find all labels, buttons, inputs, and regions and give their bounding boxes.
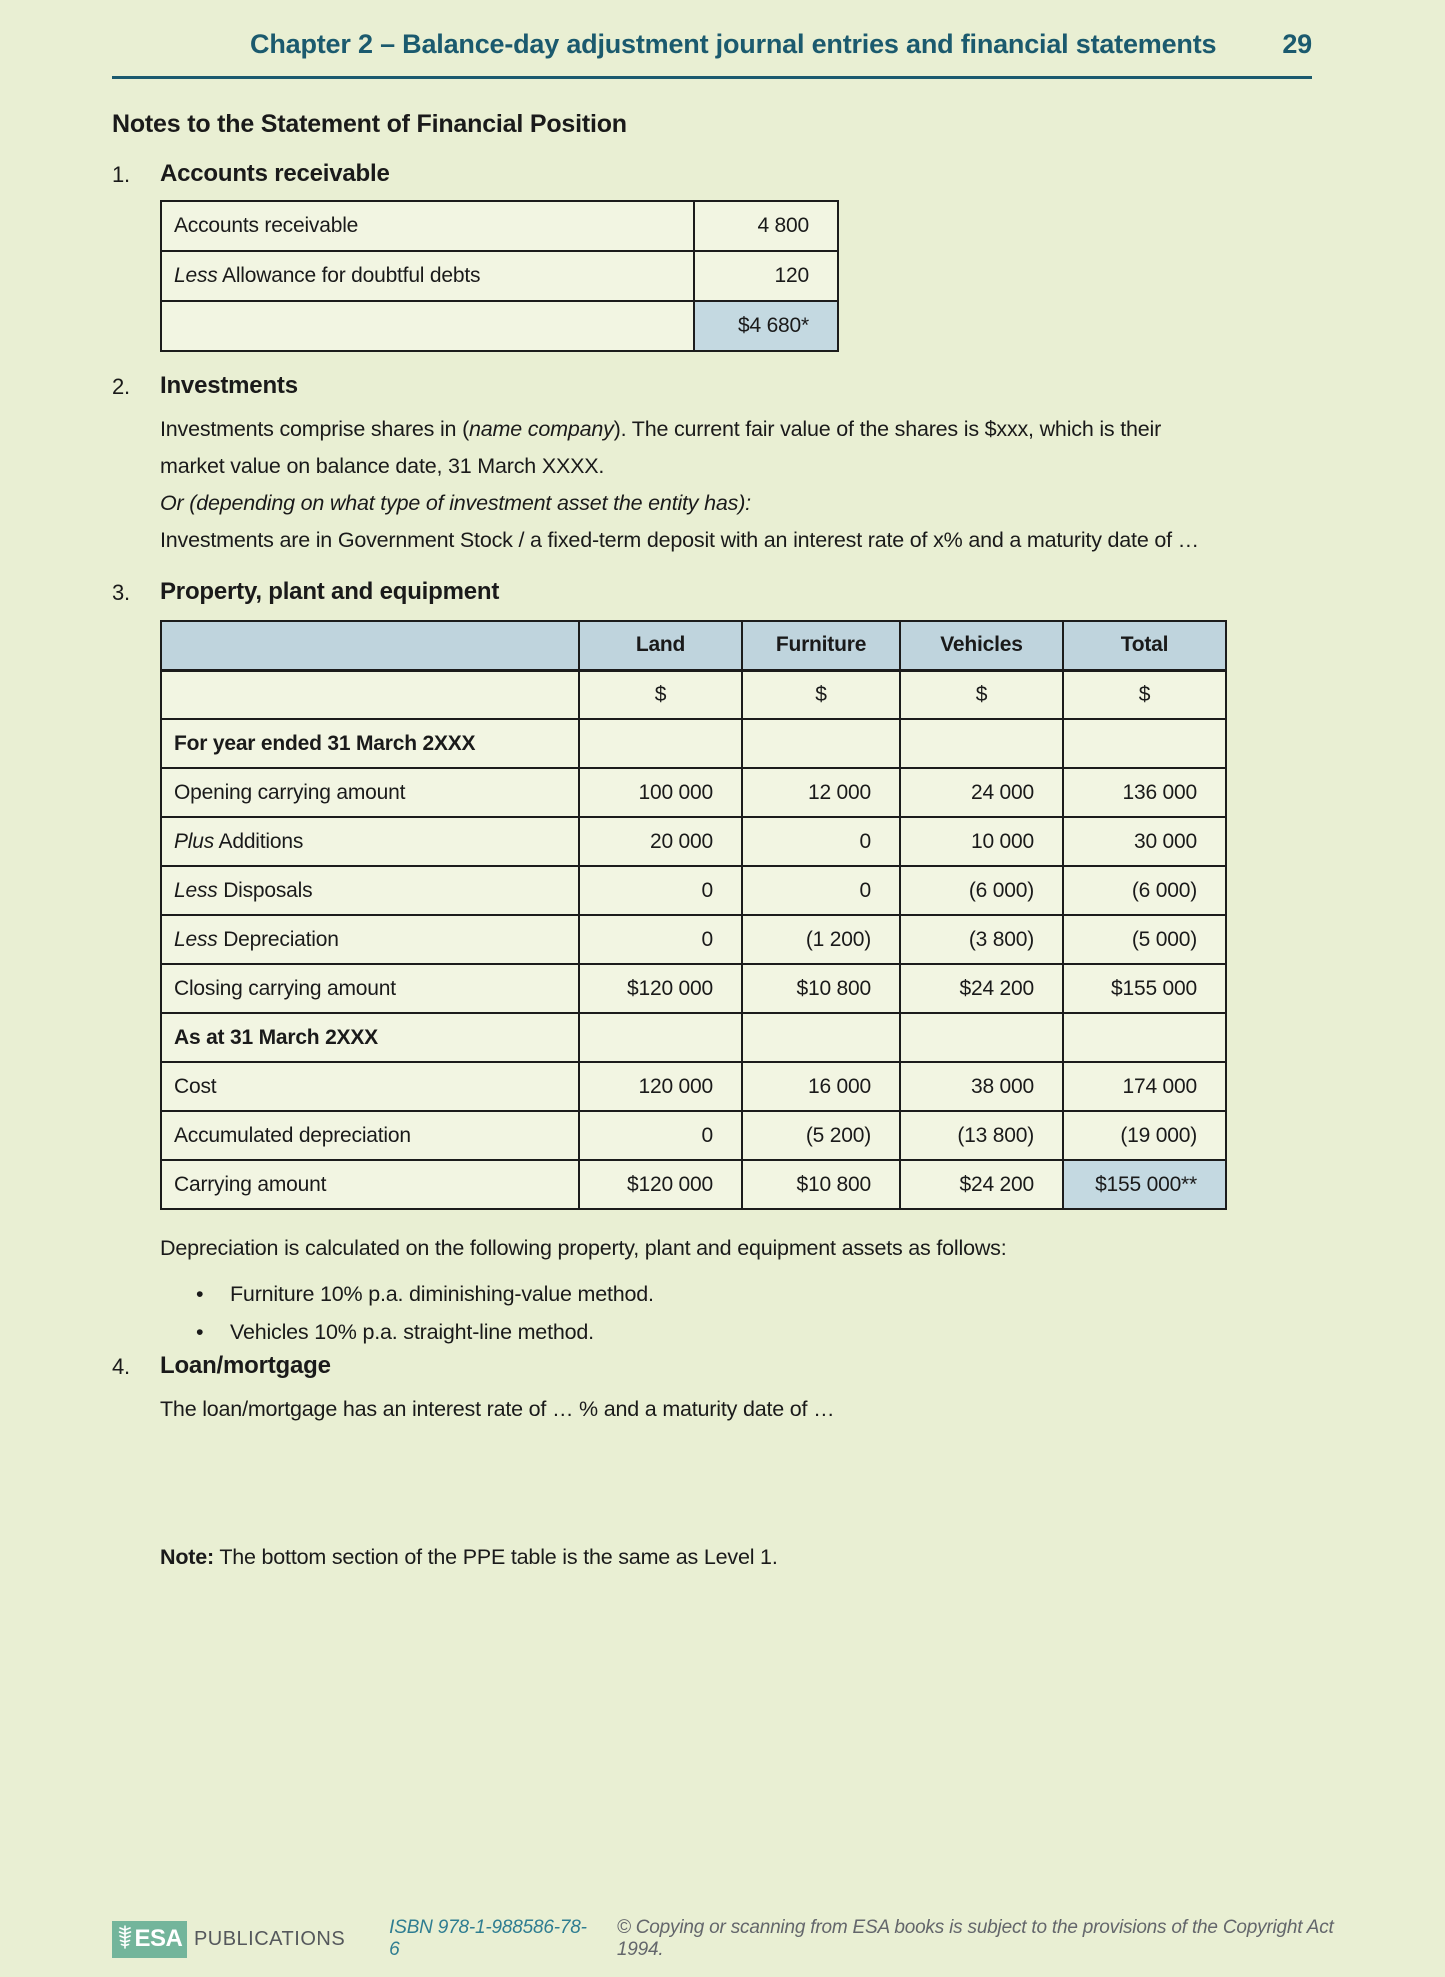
ppe-header-row [161,621,1226,670]
currency-cell: $ [579,670,742,719]
note-text: The bottom section of the PPE table is the same as Level 1. [213,1545,778,1569]
depreciation-note: Depreciation is calculated on the following property, plant and equipment assets as follows: [160,1236,1007,1260]
publisher-name: PUBLICATIONS [193,1927,346,1950]
depreciation-bullet-list [160,1275,1355,1351]
paragraph-line [160,411,1340,448]
table-row [161,301,838,351]
ppe-section-row [161,1013,1226,1062]
cell-prefix: Less [174,264,218,287]
cell-text: Opening carrying amount [174,780,406,804]
ppe-data-row-accumulated-depreciation [161,1111,1226,1160]
cell-land: $120 000 [579,1160,742,1209]
section-number: 2. [112,374,130,399]
note-label: Note: [160,1545,214,1569]
note-line [160,1545,778,1570]
cell-text: Cost [174,1074,217,1098]
section-title: Loan/mortgage [160,1352,331,1379]
table-cell [161,670,579,719]
row-label [161,866,579,915]
table-cell [579,1013,742,1062]
section-accounts-receivable [112,160,1355,352]
table-cell [900,1013,1063,1062]
cell-text: Accounts receivable [174,214,359,237]
page-header [112,0,1312,79]
bullet-icon: • [196,1282,204,1306]
row-label [161,1160,579,1209]
table-cell-value [694,251,838,301]
page-number: 29 [1282,29,1312,59]
row-label [161,1062,579,1111]
ppe-data-row-disposals [161,866,1226,915]
cell-text: Accumulated depreciation [174,1123,411,1147]
ppe-data-row-closing [161,964,1226,1013]
cell-furniture: $10 800 [742,964,900,1013]
table-cell-label [161,251,694,301]
bullet-text: Vehicles 10% p.a. straight-line method. [230,1320,594,1344]
section-loan-mortgage [112,1352,1355,1428]
cell-vehicles: $24 200 [900,1160,1063,1209]
cell-text: Carrying amount [174,1172,327,1196]
text-run: ). The current fair value of the shares is $xxx, which is their [613,417,1162,441]
cell-prefix: Less [174,878,218,902]
cell-total: 30 000 [1063,817,1226,866]
bullet-icon: • [196,1320,204,1344]
loan-text: The loan/mortgage has an interest rate of … % and a maturity date of … [160,1397,835,1421]
row-label [161,768,579,817]
header-cell-vehicles: Vehicles [900,621,1063,670]
cell-land: 100 000 [579,768,742,817]
header-cell-total: Total [1063,621,1226,670]
fern-icon [117,1924,133,1955]
section-ppe [112,578,1355,1351]
cell-total: (5 000) [1063,915,1226,964]
ppe-data-row-additions [161,817,1226,866]
cell-total-highlight: $155 000** [1063,1160,1226,1209]
cell-text: Disposals [217,878,313,902]
table-cell-label [161,201,694,251]
text-run: Investments comprise shares in ( [160,417,470,441]
copyright-text: © Copying or scanning from ESA books is subject to the provisions of the Copyright Act 1994. [616,1917,1334,1960]
notes-heading: Notes to the Statement of Financial Position [112,110,627,138]
cell-furniture: 0 [742,817,900,866]
table-cell-total-highlight [694,301,838,351]
cell-land: $120 000 [579,964,742,1013]
bullet-item [194,1275,1355,1313]
text-run-italic: name company [469,417,614,441]
ppe-data-row-depreciation [161,915,1226,964]
row-label [161,817,579,866]
cell-furniture: (1 200) [742,915,900,964]
currency-cell: $ [900,670,1063,719]
ppe-data-row-cost [161,1062,1226,1111]
bullet-text: Furniture 10% p.a. diminishing-value method. [230,1282,654,1306]
bullet-item [194,1313,1355,1351]
cell-furniture: 16 000 [742,1062,900,1111]
section-row-label: As at 31 March 2XXX [161,1013,579,1062]
cell-total: 174 000 [1063,1062,1226,1111]
cell-total: 136 000 [1063,768,1226,817]
currency-cell: $ [1063,670,1226,719]
chapter-title: Chapter 2 – Balance-day adjustment journal entries and financial statements [250,29,1217,59]
paragraph-line-italic: Or (depending on what type of investment asset the entity has): [160,491,751,515]
section-title: Investments [160,372,298,399]
ppe-section-row [161,719,1226,768]
accounts-receivable-table [160,200,839,352]
cell-text: $4 680* [737,314,809,337]
table-cell-value [694,201,838,251]
cell-land: 20 000 [579,817,742,866]
header-cell-furniture: Furniture [742,621,900,670]
cell-land: 0 [579,866,742,915]
cell-total: (19 000) [1063,1111,1226,1160]
table-cell [742,1013,900,1062]
page-footer [112,1917,1355,1961]
table-cell [579,719,742,768]
cell-total: $155 000 [1063,964,1226,1013]
ppe-currency-row [161,670,1226,719]
isbn-text: ISBN 978-1-988586-78-6 [389,1917,587,1960]
cell-text: 4 800 [757,214,809,237]
cell-vehicles: 10 000 [900,817,1063,866]
cell-vehicles: (13 800) [900,1111,1063,1160]
cell-vehicles: (3 800) [900,915,1063,964]
investments-paragraph [160,411,1340,559]
cell-text: Allowance for doubtful debts [217,264,481,287]
header-cell-empty [161,621,579,670]
section-number: 4. [112,1354,130,1379]
row-label [161,915,579,964]
cell-land: 0 [579,1111,742,1160]
cell-furniture: 0 [742,866,900,915]
esa-logo [112,1921,187,1958]
row-label [161,1111,579,1160]
cell-land: 0 [579,915,742,964]
table-row [161,251,838,301]
currency-cell: $ [742,670,900,719]
ppe-data-row-opening [161,768,1226,817]
table-row [161,201,838,251]
section-investments [112,372,1355,559]
ppe-data-row-carrying-amount [161,1160,1226,1209]
row-label [161,964,579,1013]
section-row-label: For year ended 31 March 2XXX [161,719,579,768]
cell-total: (6 000) [1063,866,1226,915]
cell-furniture: (5 200) [742,1111,900,1160]
table-cell [900,719,1063,768]
header-cell-land: Land [579,621,742,670]
table-cell [1063,1013,1226,1062]
ppe-table [160,620,1227,1210]
logo-text: ESA [134,1925,183,1952]
section-number: 1. [112,162,130,187]
section-number: 3. [112,580,130,605]
paragraph-line: Investments are in Government Stock / a fixed-term deposit with an interest rate of x% and a maturity date of … [160,528,1199,552]
table-cell-label [161,301,694,351]
cell-vehicles: $24 200 [900,964,1063,1013]
cell-vehicles: 24 000 [900,768,1063,817]
paragraph-line: market value on balance date, 31 March XXXX. [160,454,605,478]
table-cell [1063,719,1226,768]
cell-furniture: $10 800 [742,1160,900,1209]
section-title: Property, plant and equipment [160,578,500,605]
cell-text: Additions [214,829,304,853]
cell-land: 120 000 [579,1062,742,1111]
cell-prefix: Plus [174,829,215,853]
cell-text: Closing carrying amount [174,976,396,1000]
section-title: Accounts receivable [160,160,390,187]
cell-vehicles: (6 000) [900,866,1063,915]
cell-prefix: Less [174,927,218,951]
table-cell [742,719,900,768]
cell-text: 120 [774,264,809,287]
cell-furniture: 12 000 [742,768,900,817]
cell-vehicles: 38 000 [900,1062,1063,1111]
cell-text: Depreciation [217,927,339,951]
